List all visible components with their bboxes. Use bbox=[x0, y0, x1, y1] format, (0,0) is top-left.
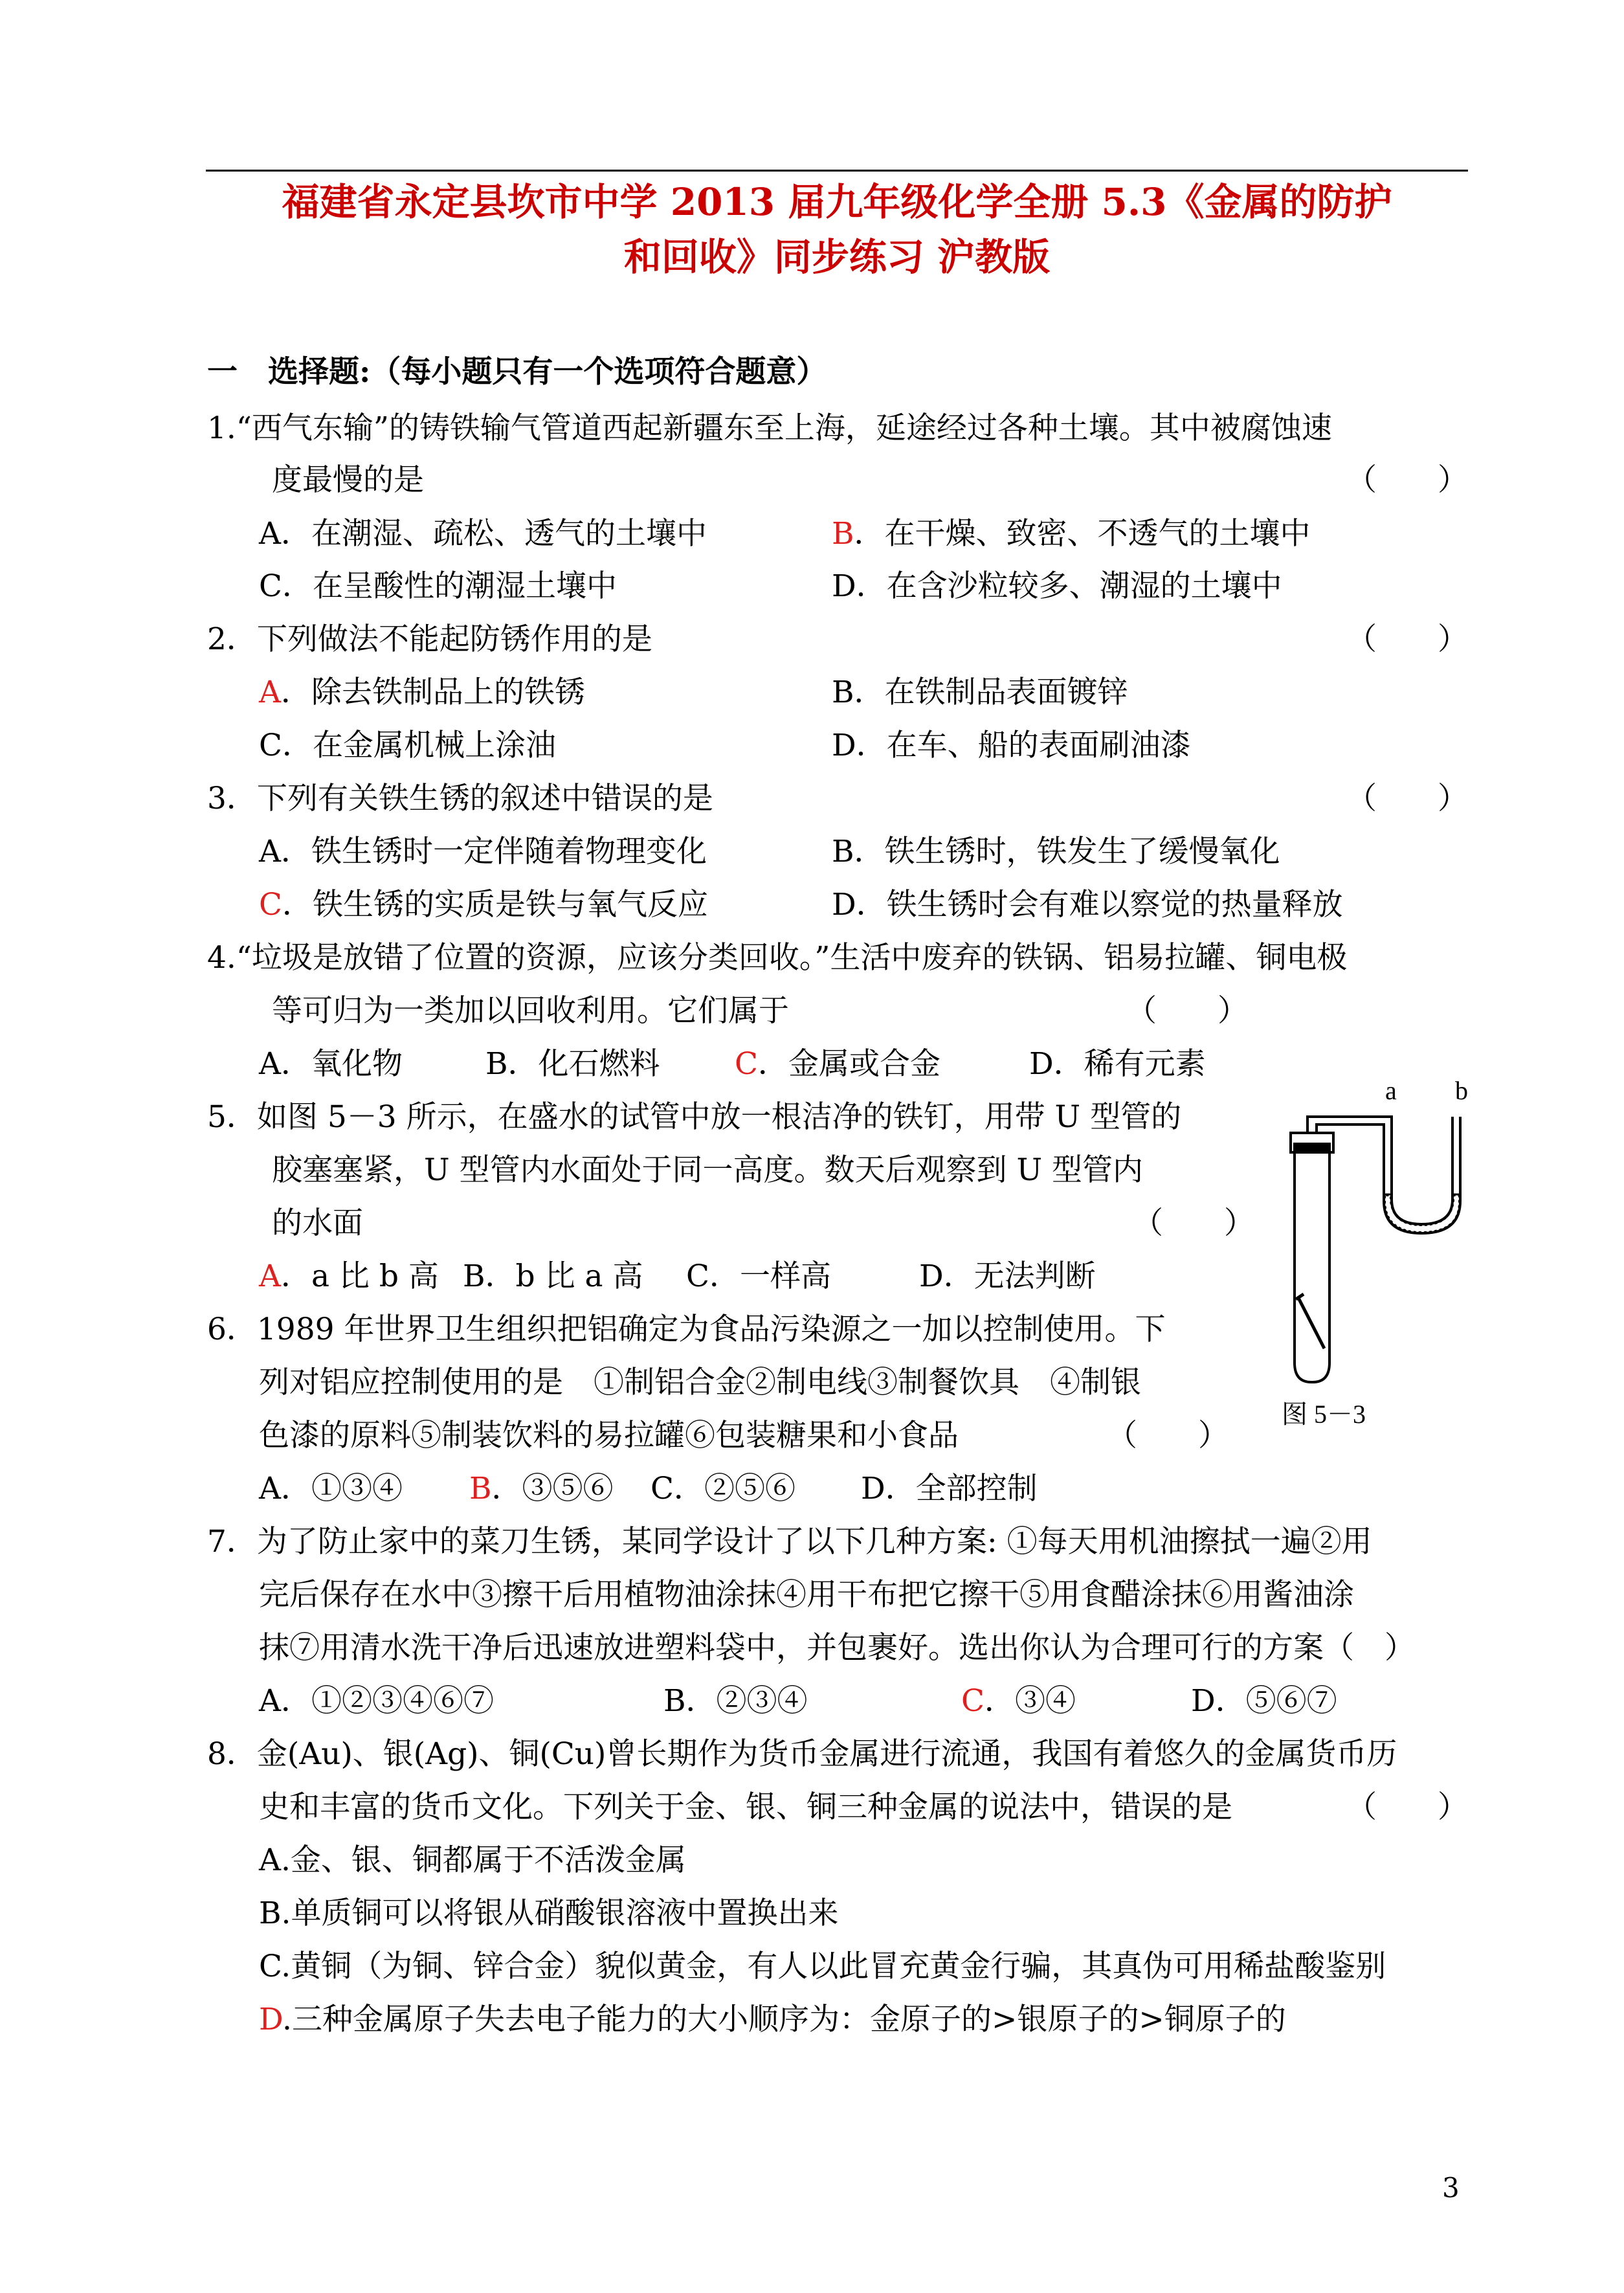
q5-option-a: A．a 比 b 高 bbox=[259, 1258, 439, 1294]
q3-option-c: C．铁生锈的实质是铁与氧气反应 bbox=[259, 887, 708, 923]
document-title-line-1: 福建省永定县坎市中学 2013 届九年级化学全册 5.3《金属的防护 bbox=[282, 180, 1392, 224]
q1-stem-line-2: 度最慢的是 bbox=[272, 462, 424, 498]
q1-answer-blank: （ ） bbox=[1346, 462, 1468, 498]
q5-stem-line-1: 5．如图 5－3 所示，在盛水的试管中放一根洁净的铁钉，用带 U 型管的 bbox=[207, 1099, 1182, 1135]
q6-option-c: C．②⑤⑥ bbox=[651, 1471, 795, 1506]
q1-option-b: B．在干燥、致密、不透气的土壤中 bbox=[832, 516, 1311, 552]
test-tube-diagram bbox=[1282, 1104, 1489, 1389]
page-number: 3 bbox=[1442, 2172, 1460, 2204]
q5-answer-blank: （ ） bbox=[1133, 1205, 1254, 1241]
section-heading: 一 选择题:（每小题只有一个选项符合题意） bbox=[207, 354, 827, 390]
q1-option-a: A．在潮湿、疏松、透气的土壤中 bbox=[259, 516, 707, 552]
q8-option-c: C.黄铜（为铜、锌合金）貌似黄金，有人以此冒充黄金行骗，其真伪可用稀盐酸鉴别 bbox=[259, 1949, 1386, 1984]
q2-option-b: B．在铁制品表面镀锌 bbox=[832, 675, 1128, 710]
q5-option-c: C．一样高 bbox=[686, 1258, 831, 1294]
q6-answer-blank: （ ） bbox=[1107, 1418, 1229, 1453]
q2-option-a: A．除去铁制品上的铁锈 bbox=[259, 675, 585, 710]
q1-option-c: C．在呈酸性的潮湿土壤中 bbox=[259, 568, 617, 604]
figure-5-3 bbox=[1282, 1075, 1489, 1437]
q4-option-d: D．稀有元素 bbox=[1029, 1046, 1206, 1082]
q3-answer-blank: （ ） bbox=[1346, 781, 1468, 816]
q2-stem-line-1: 2．下列做法不能起防锈作用的是 bbox=[207, 621, 652, 657]
q8-option-a: A.金、银、铜都属于不活泼金属 bbox=[259, 1842, 686, 1878]
q8-option-d: D.三种金属原子失去电子能力的大小顺序为：金原子的>银原子的>铜原子的 bbox=[259, 2002, 1286, 2037]
figure-label-b: b bbox=[1455, 1076, 1468, 1105]
q2-option-d: D．在车、船的表面刷油漆 bbox=[832, 728, 1191, 763]
q5-option-b: B．b 比 a 高 bbox=[463, 1258, 643, 1294]
figure-label-a: a bbox=[1385, 1076, 1397, 1105]
q5-stem-line-3: 的水面 bbox=[272, 1205, 363, 1241]
q6-stem-line-1: 6．1989 年世界卫生组织把铝确定为食品污染源之一加以控制使用。下 bbox=[207, 1312, 1166, 1347]
figure-caption: 图 5－3 bbox=[1282, 1400, 1366, 1429]
q7-option-a: A．①②③④⑥⑦ bbox=[259, 1683, 494, 1719]
header-rule bbox=[206, 170, 1468, 172]
q7-option-b: B．②③④ bbox=[663, 1683, 808, 1719]
q1-stem-line-1: 1.“西气东输”的铸铁输气管道西起新疆东至上海，延途经过各种土壤。其中被腐蚀速 bbox=[207, 410, 1332, 446]
q7-stem-line-1: 7．为了防止家中的菜刀生锈，某同学设计了以下几种方案: ①每天用机油擦拭一遍②用 bbox=[207, 1524, 1372, 1560]
q6-stem-line-3: 色漆的原料⑤制装饮料的易拉罐⑥包装糖果和小食品 bbox=[259, 1418, 959, 1453]
q4-option-b: B．化石燃料 bbox=[485, 1046, 660, 1082]
q6-option-d: D．全部控制 bbox=[861, 1471, 1038, 1506]
q6-option-b: B．③⑤⑥ bbox=[469, 1471, 614, 1506]
q4-stem-line-2: 等可归为一类加以回收利用。它们属于 bbox=[272, 993, 789, 1029]
q8-answer-blank: （ ） bbox=[1346, 1789, 1468, 1825]
q3-option-d: D．铁生锈时会有难以察觉的热量释放 bbox=[832, 887, 1343, 923]
q7-stem-line-2: 完后保存在水中③擦干后用植物油涂抹④用干布把它擦干⑤用食醋涂抹⑥用酱油涂 bbox=[259, 1577, 1354, 1613]
q5-option-d: D．无法判断 bbox=[919, 1258, 1096, 1294]
q7-option-c: C．③④ bbox=[961, 1683, 1076, 1719]
q8-stem-line-1: 8．金(Au)、银(Ag)、铜(Cu)曾长期作为货币金属进行流通，我国有着悠久的金属货币历 bbox=[207, 1736, 1397, 1772]
q8-stem-line-2: 史和丰富的货币文化。下列关于金、银、铜三种金属的说法中，错误的是 bbox=[259, 1789, 1232, 1825]
q4-option-a: A．氧化物 bbox=[259, 1046, 403, 1082]
q7-stem-line-3: 抹⑦用清水洗干净后迅速放进塑料袋中，并包裹好。选出你认为合理可行的方案（ ） bbox=[259, 1630, 1415, 1666]
q3-stem-line-1: 3．下列有关铁生锈的叙述中错误的是 bbox=[207, 781, 713, 816]
q6-option-a: A．①③④ bbox=[259, 1471, 403, 1506]
document-title-line-2: 和回收》同步练习 沪教版 bbox=[623, 235, 1051, 279]
q4-answer-blank: （ ） bbox=[1126, 993, 1248, 1029]
q3-option-a: A．铁生锈时一定伴随着物理变化 bbox=[259, 834, 707, 869]
q8-option-b: B.单质铜可以将银从硝酸银溶液中置换出来 bbox=[259, 1896, 839, 1931]
q2-answer-blank: （ ） bbox=[1346, 621, 1468, 657]
q4-stem-line-1: 4.“垃圾是放错了位置的资源，应该分类回收。”生活中废弃的铁锅、铝易拉罐、铜电极 bbox=[207, 940, 1348, 976]
q6-stem-line-2: 列对铝应控制使用的是 ①制铝合金②制电线③制餐饮具 ④制银 bbox=[259, 1365, 1141, 1400]
q7-option-d: D．⑤⑥⑦ bbox=[1191, 1683, 1337, 1719]
q3-option-b: B．铁生锈时，铁发生了缓慢氧化 bbox=[832, 834, 1280, 869]
q2-option-c: C．在金属机械上涂油 bbox=[259, 728, 556, 763]
q1-option-d: D．在含沙粒较多、潮湿的土壤中 bbox=[832, 568, 1282, 604]
q5-stem-line-2: 胶塞塞紧，U 型管内水面处于同一高度。数天后观察到 U 型管内 bbox=[272, 1152, 1144, 1188]
q4-option-c: C．金属或合金 bbox=[735, 1046, 940, 1082]
